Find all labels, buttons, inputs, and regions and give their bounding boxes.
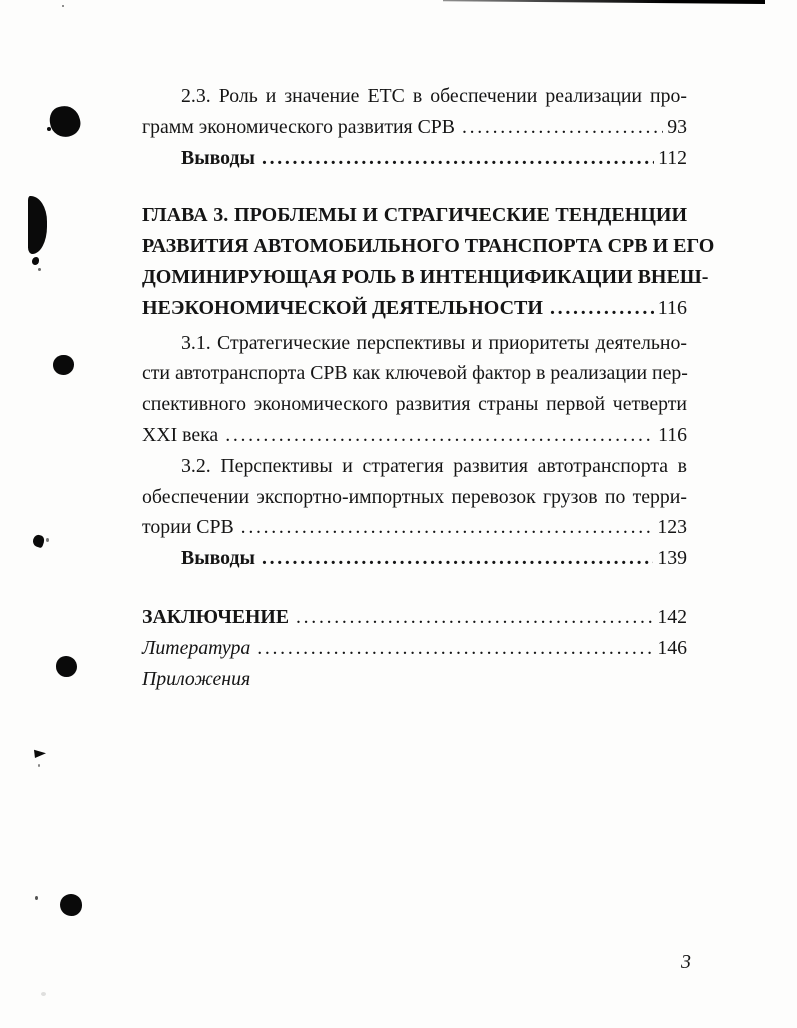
- toc-entry-text: XXI века: [142, 423, 219, 446]
- dot-leader: [462, 112, 663, 143]
- ink-blob: [60, 894, 82, 916]
- dot-leader: [262, 143, 654, 174]
- ink-mark: [31, 534, 45, 549]
- toc-page-ref: 112: [658, 146, 687, 169]
- dot-leader: [241, 512, 654, 543]
- toc-entry-chapter-3: [142, 200, 715, 323]
- toc-entry-text: грамм экономического развития СРВ: [142, 115, 455, 138]
- ink-blob: [53, 355, 74, 375]
- ink-speck: [41, 992, 46, 996]
- ink-blob: [28, 196, 47, 254]
- toc-page-ref: 123: [657, 516, 687, 539]
- toc-entry-line: обеспечении экспортно-импортных перевозок грузов по терри-: [142, 485, 687, 508]
- toc-entry-line: 3.2. Перспективы и стратегия развития автотранспорта в: [181, 454, 687, 477]
- toc-entry-text: Выводы: [181, 146, 255, 169]
- dot-leader: [296, 602, 653, 633]
- toc-entry-text: НЕЭКОНОМИЧЕСКОЙ ДЕЯТЕЛЬНОСТИ: [142, 296, 543, 319]
- toc-entry-line: сти автотранспорта СРВ как ключевой фактор в реализации пер-: [142, 362, 688, 385]
- toc-entry-line: [142, 293, 687, 324]
- toc-page-ref: 142: [657, 605, 687, 628]
- page-number: 3: [681, 951, 691, 973]
- toc-entry-line: спективного экономического развития страны первой четверти: [142, 393, 687, 416]
- toc-page-ref: 93: [667, 115, 687, 138]
- ink-speck: [47, 127, 51, 131]
- dot-leader: [262, 543, 653, 574]
- toc-entry-line: ГЛАВА 3. ПРОБЛЕМЫ И СТРАГИЧЕСКИЕ ТЕНДЕНЦИИ: [142, 204, 687, 227]
- scan-edge-line: [443, 0, 765, 4]
- toc-entry-text: Выводы: [181, 547, 255, 570]
- toc-page-ref: 139: [657, 547, 687, 570]
- toc-entry-text: ЗАКЛЮЧЕНИЕ: [142, 605, 290, 628]
- ink-blob: [47, 103, 83, 140]
- ink-speck: [38, 764, 40, 767]
- toc-entry-literature: [142, 633, 687, 664]
- toc-page-ref: 116: [658, 423, 687, 446]
- toc-entry-line: 3.1. Стратегические перспективы и приоритеты деятельно-: [181, 331, 687, 354]
- toc-entry-3-2: [142, 451, 687, 543]
- toc-entry-text: тории СРВ: [142, 516, 234, 539]
- toc-entry-appendices: [142, 664, 687, 695]
- toc-entry-line: ДОМИНИРУЮЩАЯ РОЛЬ В ИНТЕНЦИФИКАЦИИ ВНЕШ-: [142, 265, 709, 288]
- toc-entry-line: [142, 420, 687, 451]
- toc-entry-conclusion: [142, 602, 687, 633]
- ink-speck: [38, 268, 41, 271]
- dot-leader: [257, 633, 653, 664]
- ink-mark: [34, 748, 46, 758]
- toc-page-ref: 116: [657, 296, 687, 319]
- ink-speck: [35, 896, 38, 900]
- ink-speck: [32, 257, 39, 265]
- table-of-contents: [142, 81, 715, 694]
- toc-entry-conclusions-ch2: [142, 143, 687, 174]
- ink-blob: [56, 656, 77, 677]
- toc-entry-line: 2.3. Роль и значение ЕТС в обеспечении реализации про-: [181, 85, 687, 107]
- toc-entry-2-3: [142, 81, 687, 143]
- toc-entry-text: Приложения: [142, 667, 251, 690]
- dot-leader: [225, 420, 654, 451]
- toc-entry-line: [142, 112, 687, 143]
- toc-entry-line: РАЗВИТИЯ АВТОМОБИЛЬНОГО ТРАНСПОРТА СРВ И ЕГО: [142, 235, 715, 258]
- toc-page-ref: 146: [657, 636, 687, 659]
- ink-speck: [46, 538, 49, 542]
- toc-entry-line: [142, 512, 687, 543]
- dot-leader: [550, 293, 654, 324]
- toc-entry-text: Литература: [142, 636, 251, 659]
- ink-speck: [62, 5, 64, 7]
- toc-entry-conclusions-ch3: [142, 543, 687, 574]
- toc-entry-3-1: [142, 328, 687, 451]
